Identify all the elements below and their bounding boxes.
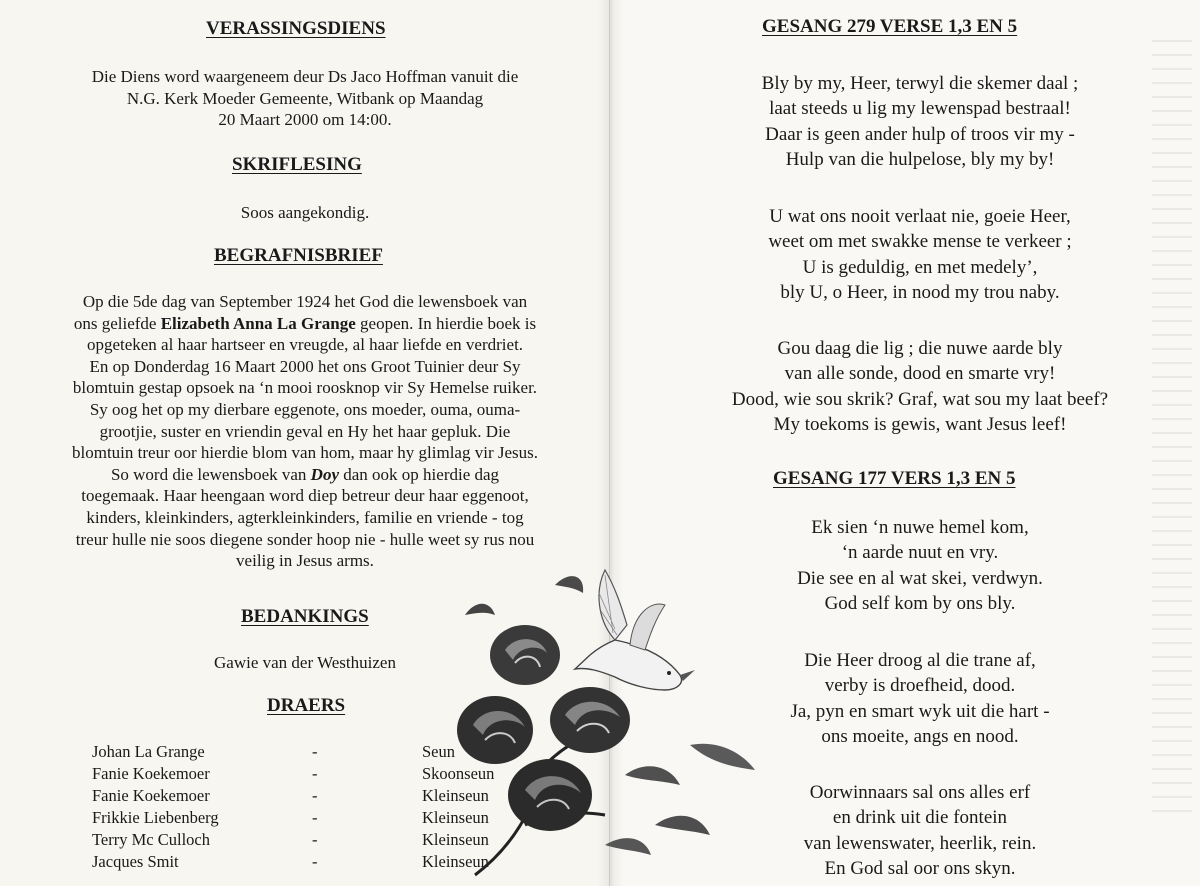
deceased-name: Elizabeth Anna La Grange bbox=[160, 313, 356, 333]
hymn2-heading: GESANG 177 VERS 1,3 EN 5 bbox=[773, 468, 1016, 489]
thanks-name: Gawie van der Westhuizen bbox=[214, 653, 396, 672]
letter-line: veilig in Jesus arms. bbox=[236, 551, 374, 571]
letter-text bbox=[30, 291, 580, 572]
scripture-text bbox=[40, 202, 570, 224]
letter-line-post: geopen. In hierdie boek is bbox=[360, 313, 537, 333]
hymn-line: weet om met swakke mense te verkeer ; bbox=[768, 231, 1072, 253]
letter-line: kinders, kleinkinders, agterkleinkinders, familie en vriende - tog bbox=[86, 507, 524, 527]
bearer-relation: Seun bbox=[422, 742, 455, 761]
hymn-line: En God sal oor ons skyn. bbox=[824, 858, 1016, 880]
thanks-heading: BEDANKINGS bbox=[241, 606, 369, 627]
bearer-dash: - bbox=[312, 830, 318, 849]
service-line: N.G. Kerk Moeder Gemeente, Witbank op Maandag bbox=[126, 88, 484, 108]
hymn1-verse bbox=[630, 71, 1200, 173]
service-text bbox=[40, 66, 570, 131]
hymn1-verse bbox=[630, 336, 1200, 438]
bearer-name: Terry Mc Culloch bbox=[92, 830, 210, 849]
hymn-line: U wat ons nooit verlaat nie, goeie Heer, bbox=[769, 206, 1071, 227]
bearer-relation: Kleinseun bbox=[422, 808, 489, 827]
hymn1-heading: GESANG 279 VERSE 1,3 EN 5 bbox=[762, 16, 1018, 37]
hymn-line: ‘n aarde nuut en vry. bbox=[841, 542, 999, 564]
hymn-line: Ja, pyn en smart wyk uit die hart - bbox=[790, 700, 1050, 722]
bearer-dash: - bbox=[312, 808, 318, 827]
letter-line-pre: So word die lewensboek van bbox=[110, 464, 307, 484]
hymn-line: verby is droefheid, dood. bbox=[824, 675, 1016, 697]
hymn-line: Bly by my, Heer, terwyl die skemer daal ; bbox=[761, 73, 1079, 94]
hymn-line: U is geduldig, en met medely’, bbox=[802, 256, 1038, 278]
rose-dove-illustration bbox=[455, 545, 775, 885]
hymn-line: Ek sien ‘n nuwe hemel kom, bbox=[811, 517, 1029, 538]
hymn-line: Die see en al wat skei, verdwyn. bbox=[797, 567, 1043, 589]
hymn-line: van lewenswater, heerlik, rein. bbox=[803, 832, 1037, 854]
hymn-line: Daar is geen ander hulp of troos vir my - bbox=[765, 123, 1075, 145]
service-line: Die Diens word waargeneem deur Ds Jaco Hoffman vanuit die bbox=[91, 67, 519, 86]
letter-line-post: dan ook op hierdie dag bbox=[343, 464, 500, 484]
bearer-name: Frikkie Liebenberg bbox=[92, 808, 219, 827]
hymn-line: Gou daag die lig ; die nuwe aarde bly bbox=[777, 338, 1063, 359]
letter-line: grootjie, suster en vriendin geval en Hy het haar gepluk. Die bbox=[99, 421, 511, 441]
bearer-dash: - bbox=[312, 764, 318, 783]
bearer-relation: Kleinseun bbox=[422, 830, 489, 849]
letter-line: Sy oog het op my dierbare eggenote, ons moeder, ouma, ouma- bbox=[89, 399, 521, 419]
letter-line: toegemaak. Haar heengaan word diep betreur deur haar eggenoot, bbox=[81, 486, 529, 506]
bearer-dash: - bbox=[312, 786, 318, 805]
letter-line: blomtuin gestap opsoek na ‘n mooi roosknop vir Sy Hemelse ruiker. bbox=[72, 378, 538, 398]
hymn-line: laat steeds u lig my lewenspad bestraal! bbox=[769, 98, 1071, 120]
hymn-line: bly U, o Heer, in nood my trou naby. bbox=[780, 282, 1060, 304]
bearer-name: Jacques Smit bbox=[92, 852, 179, 871]
hymn-line: Oorwinnaars sal ons alles erf bbox=[809, 782, 1031, 803]
hymn1-verse bbox=[630, 204, 1200, 306]
hymn-line: ons moeite, angs en nood. bbox=[821, 726, 1019, 748]
hymn-line: en drink uit die fontein bbox=[832, 807, 1008, 829]
scripture-line: Soos aangekondig. bbox=[240, 203, 370, 222]
bearers-heading: DRAERS bbox=[267, 695, 346, 716]
hymn-line: God self kom by ons bly. bbox=[824, 593, 1016, 615]
hymn-line: van alle sonde, dood en smarte vry! bbox=[784, 363, 1056, 385]
bearer-dash: - bbox=[312, 742, 318, 761]
letter-line-pre: ons geliefde bbox=[73, 313, 157, 333]
bearer-name: Fanie Koekemoer bbox=[92, 786, 210, 805]
hymn-line: My toekoms is gewis, want Jesus leef! bbox=[773, 414, 1067, 436]
letter-line: En op Donderdag 16 Maart 2000 het ons Groot Tuinier deur Sy bbox=[89, 356, 521, 376]
letter-line: blomtuin treur oor hierdie blom van hom, maar hy glimlag vir Jesus. bbox=[72, 443, 538, 463]
letter-line bbox=[30, 313, 580, 335]
bearer-name: Fanie Koekemoer bbox=[92, 764, 210, 783]
bearer-dash: - bbox=[312, 852, 318, 871]
letter-line: treur hulle nie soos diegene sonder hoop nie - hulle weet sy rus nou bbox=[75, 529, 535, 549]
letter-line: Op die 5de dag van September 1924 het God die lewensboek van bbox=[82, 292, 528, 311]
bearer-relation: Skoonseun bbox=[422, 764, 495, 783]
hymn-line: Die Heer droog al die trane af, bbox=[804, 650, 1036, 671]
bearer-relation: Kleinseun bbox=[422, 852, 489, 871]
letter-line bbox=[30, 464, 580, 486]
service-heading: VERASSINGSDIENS bbox=[206, 18, 386, 39]
letter-line: opgeteken al haar hartseer en vreugde, al haar liefde en verdriet. bbox=[86, 335, 524, 355]
bearer-name: Johan La Grange bbox=[92, 742, 205, 761]
nickname: Doy bbox=[310, 464, 339, 484]
dove-icon bbox=[575, 570, 695, 690]
hymn-line: Hulp van die hulpelose, bly my by! bbox=[785, 149, 1055, 171]
letter-heading: BEGRAFNISBRIEF bbox=[214, 245, 383, 266]
scripture-heading: SKRIFLESING bbox=[232, 154, 362, 175]
service-line: 20 Maart 2000 om 14:00. bbox=[218, 110, 392, 130]
bearer-relation: Kleinseun bbox=[422, 786, 489, 805]
hymn-line: Dood, wie sou skrik? Graf, wat sou my laat beef? bbox=[731, 388, 1109, 410]
